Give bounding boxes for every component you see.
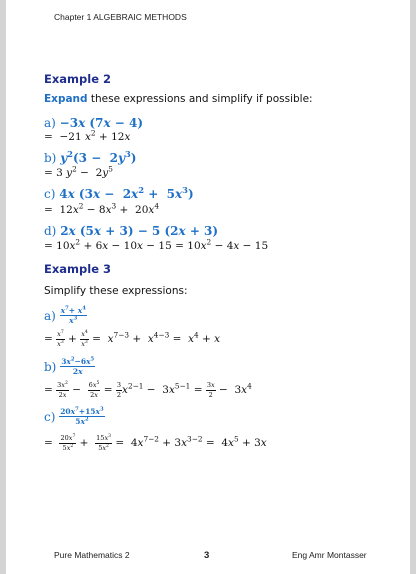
footer-page-number: 3 <box>204 550 210 561</box>
answer-d: = $10x^2 + 6x - 10x - 15 = 10x^2 - 4x - 15$ <box>44 237 269 252</box>
expression-3c: c) $\frac{20x^7+15x^3}{5x^2}$ <box>44 406 104 426</box>
footer-author: Eng Amr Montasser <box>292 550 367 560</box>
example-3-title: Example 3 <box>44 262 111 276</box>
expression-c: c) 4x $(3x - 2x^2 + 5x^3)$ <box>44 185 194 201</box>
example-3-instruction: Simplify these expressions: <box>44 285 188 297</box>
answer-3c: = $\frac{20x^7}{5x^2}$ + $\frac{15x^3}{5x^2}$ = $4x^{7-2} + 3x^{3-2} = 4x^5 + 3x$ <box>44 433 267 452</box>
expression-3b: b) $\frac{3x^2-6x^5}{2x}$ <box>44 356 95 376</box>
answer-3a: = $\frac{x^7}{x^3}$ + $\frac{x^4}{x^3}$ = $x^{7-3} + x^{4-3} = x^4 + x$ <box>44 329 221 348</box>
expression-a: a) −3x (7x − 4) <box>44 116 144 130</box>
example-2-title: Example 2 <box>44 72 111 86</box>
instruction-text: these expressions and simplify if possible: <box>90 93 313 105</box>
answer-b: = 3 $y^2 - 2y^5$ <box>44 164 113 179</box>
chapter-header: Chapter 1 ALGEBRAIC METHODS <box>54 12 187 22</box>
footer-book-title: Pure Mathematics 2 <box>54 550 130 560</box>
expression-d: d) 2x (5x + 3) − 5 (2x + 3) <box>44 224 219 238</box>
expression-b: b) $y^2(3 - 2y^3)$ <box>44 149 137 165</box>
instruction-keyword: Expand <box>44 93 88 105</box>
expression-3a: a) $\frac{x^7+ x^4}{x^3}$ <box>44 305 86 325</box>
example-2-instruction <box>44 93 313 105</box>
answer-a: = −21 $x^2 + 12x$ <box>44 128 131 143</box>
answer-3b: = $\frac{3x^2}{2x}$ − $\frac{6x^5}{2x}$ = $\frac{3}{2}$ $x^{2-1} - 3x^{5-1}$ = $\frac{3x}{2}$ − $3x^4$ <box>44 380 252 399</box>
document-page <box>6 0 410 574</box>
answer-c: = $12x^2 - 8x^3 + 20x^4$ <box>44 201 159 216</box>
